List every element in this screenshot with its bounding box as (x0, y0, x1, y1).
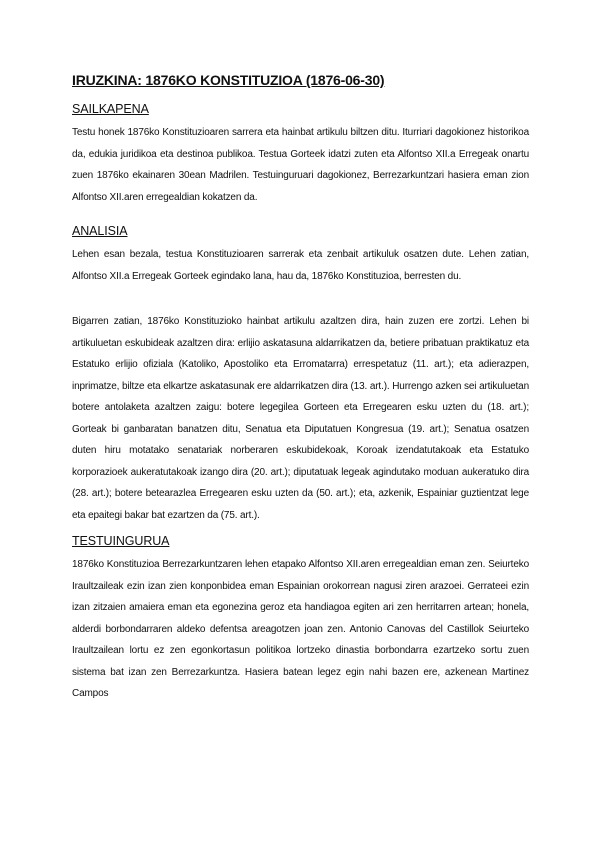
paragraph: Lehen esan bezala, testua Konstituzioaren sarrerak eta zenbait artikuluk osatzen dute. Lehen zatian, Alfontso XII.a Erregeak Gorteek egindako lana, hau da, 1876ko Konstituzioa, berresten du. (72, 249, 529, 282)
section-heading: SAILKAPENA (72, 102, 149, 116)
section-analisia (72, 224, 529, 526)
document-page (72, 72, 529, 705)
page-title: IRUZKINA: 1876KO KONSTITUZIOA (1876-06-30) (72, 72, 385, 88)
paragraph: Bigarren zatian, 1876ko Konstituzioko hainbat artikulu azaltzen dira, hain zuzen ere zortzi. Lehen bi artikuluetan eskubideak azaltzen dira: erlijio askatasuna aldarrikatzen da, betiere pribatuan praktikatuz eta Estatuko erlijio ofiziala (Katoliko, Apostoliko eta Erromatarra) errespetatuz (11. art.); eta adierazpen, inprimatze, biltze eta elkartze askatasunak ere aldarrikatzen dira (13. art.). Hurrengo azken sei artikuluetan botere antolaketa azaltzen zaigu: botere legegilea Gorteen eta Erregearen esku uzten du (18. art.); Gorteak bi ganbaratan banatzen ditu, Senatua eta Diputatuen Kongresua (19. art.); Senatua osatzen duten hiru motatako senatariak norberaren eskubidekoak, Koroak izendatutakoak eta Estatuko korporazioek aukeratutakoak izango dira (20. art.); diputatuak legeak agindutako moduan aukeratuko dira (28. art.); botere betearazlea Erregearen esku uzten da (50. art.); eta, azkenik, Espainiar guztientzat lege eta epaitegi bakar bat ezartzen da (75. art.). (72, 316, 529, 521)
paragraph: 1876ko Konstituzioa Berrezarkuntzaren lehen etapako Alfontso XII.aren erregealdian eman zen. Seiurteko Iraultzaileak ezin izan zien konponbidea eman Espainian orokorrean nagusi ziren arazoei. Gerrateei ezin izan zitzaien amaiera eman eta egonezina geroz eta handiagoa egiten ari zen herritarren artean; honela, alderdi borbondarraren aldeko defentsa areagotzen joan zen. Antonio Canovas del Castillok Seiurteko Iraultzailean lortu ez zen egonkortasun politikoa lortzeko dinastia borbondarra ezartzeko sortu zuen sistema bat izan zen Berrezarkuntza. Hasiera batean legez egin nahi bazen ere, azkenean Martinez Campos (72, 559, 529, 699)
section-sailkapena (72, 102, 529, 208)
section-heading: TESTUINGURUA (72, 534, 170, 548)
section-testuingurua (72, 534, 529, 705)
section-heading: ANALISIA (72, 224, 128, 238)
paragraph: Testu honek 1876ko Konstituzioaren sarrera eta hainbat artikulu biltzen ditu. Iturriari dagokionez historikoa da, edukia juridikoa eta destinoa publikoa. Testua Gorteek idatzi zuten eta Alfontso XII.a Erregeak onartu zuen 1876ko ekainaren 30ean Madrilen. Testuinguruari dagokionez, Berrezarkuntzari hasiera eman zion Alfontso XII.aren erregealdian kokatzen da. (72, 127, 529, 203)
